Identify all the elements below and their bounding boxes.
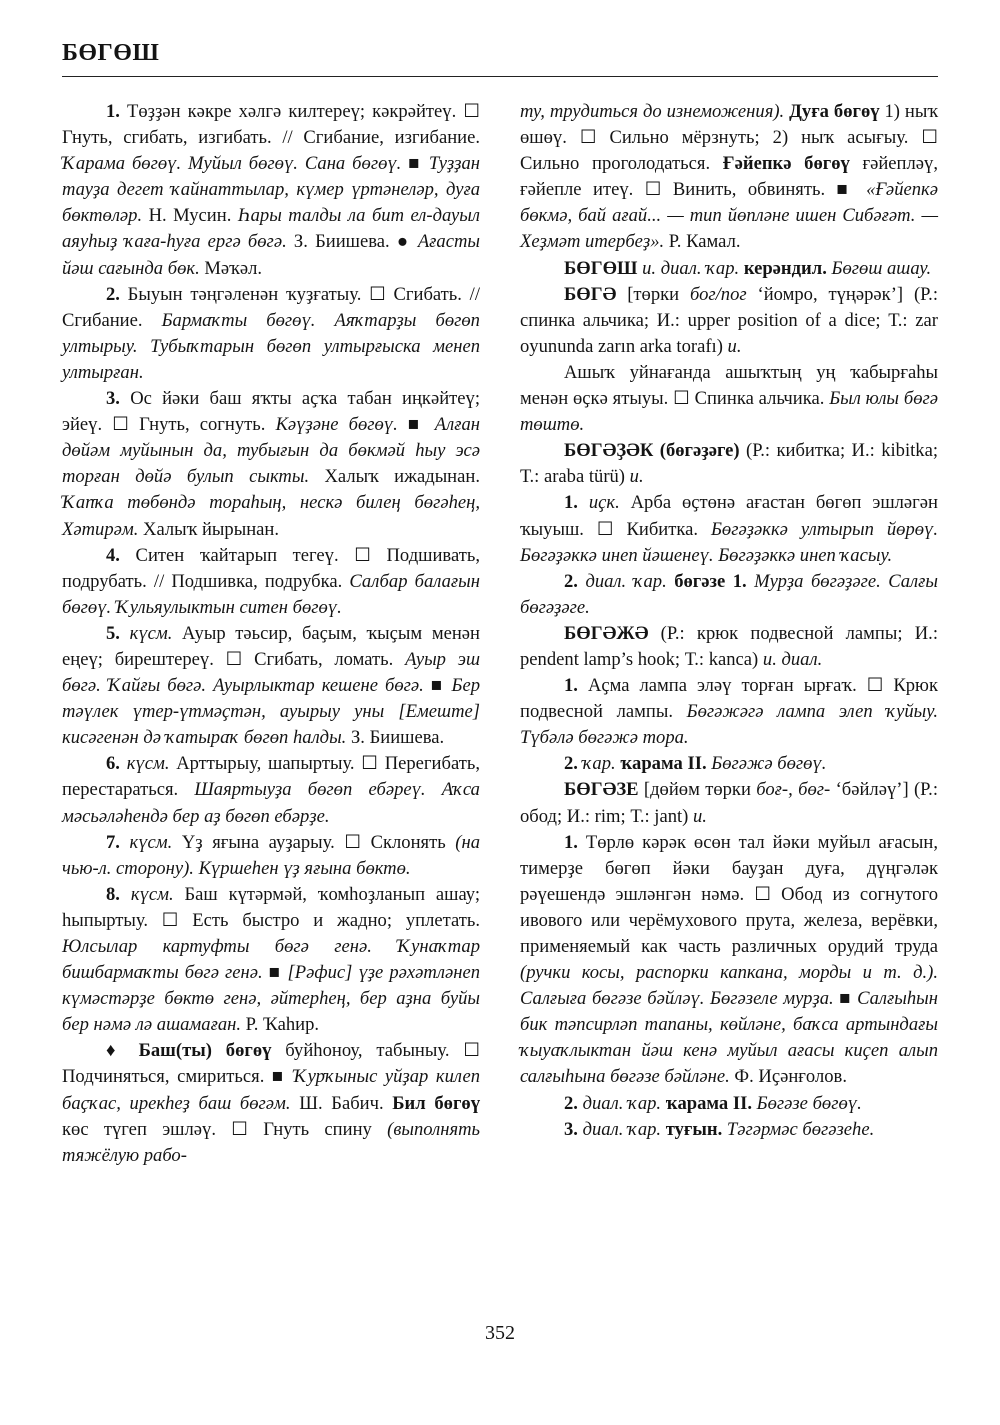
dictionary-paragraph: 4. Ситен ҡайтарып тегеү. ☐ Подшивать, подрубать. // Подшивка, подрубка. Салбар балағын бөгөү. Ҡульяулыктын ситен бөгөү. [62, 544, 480, 618]
dictionary-paragraph: 7. күсм. Үҙ яғына ауҙарыу. ☐ Склонять (на чью-л. сторону). Күршеһен үҙ яғына бөктө. [62, 831, 480, 879]
dictionary-paragraph: 2. Быуын тәңгәленән ҡуҙғатыу. ☐ Сгибать. // Сгибание. Бармаҡты бөгөү. Аяҡтарҙы бөгөп ултырыу. Тубыҡтарын бөгөп ултырғыска менеп ултырған. [62, 283, 480, 383]
dictionary-paragraph: 5. күсм. Ауыр тәьсир, баҫым, ҡыҫым менән еңеү; бирештереү. ☐ Сгибать, ломать. Ауыр эш бөгә. Ҡайғы бөгә. Ауырлыктар кешене бөгә. ■ Бер тәүлек үтер-үтмәҫтән, ауырыу уны [Емеште] кисәгенән дә ҡатыраҡ бөгөп һалды. З. Биишева. [62, 622, 481, 749]
dictionary-paragraph: 2. диал. ҡар. бөгәзе 1. Мурҙа бөгәҙәге. Салғы бөгәҙәге. [520, 570, 939, 618]
page-header-title: БӨГӨШ [62, 40, 160, 66]
page-number: 352 [485, 1322, 515, 1344]
dictionary-paragraph: 6. күсм. Арттырыу, шапыртыу. ☐ Перегибать, перестараться. Шаяртыуҙа бөгөп ебәреү. Аҡса мәсьәләһендә бер аҙ бөгөп ебәрҙе. [62, 753, 480, 827]
dictionary-paragraph: БӨГӘ [төрки бог/пог ‘йомро, түңәрәк’] (Р.: спинка альчика; И.: upper position of a dice; Т.: zar oyununda zarın arka torafı) и. [520, 283, 938, 357]
dictionary-paragraph: 2. диал. ҡар. ҡарама II. Бөгәзе бөгөү. [564, 1092, 862, 1114]
dictionary-paragraph: 8. күсм. Баш күтәрмәй, ҡомһоҙланып ашау; һыпыртыу. ☐ Есть быстро и жадно; уплетать. Юлсылар картуфты бөгә генә. Ҡунаҡтар бишбармаҡты бөгә генә. ■ [Рәфис] үҙе рәхәтләнеп күмәстәрҙе бөктө генә, әйтерһең, бер аҙна буйы бер нәмә лә ашамаған. Р. Ҡаһир. [62, 883, 480, 1036]
dictionary-paragraph: БӨГӘЖӘ (Р.: крюк подвесной лампы; И.: pendent lamp’s hook; Т.: kanca) и. диал. [520, 622, 938, 670]
dictionary-paragraph: БӨГӘЗЕ [дөйөм төрки боғ-, бөг- ‘бәйләү’] (Р.: обод; И.: rim; Т.: jant) и. [520, 779, 939, 827]
dictionary-paragraph: БӨГӨШ и. диал. ҡар. керәндил. Бөгөш ашау. [564, 257, 932, 279]
dictionary-paragraph: 1. Аҫма лампа эләү торған ырғаҡ. ☐ Крюк подвесной лампы. Бөгәжәгә лампа элеп ҡуйыу. Түбәлә бөгәжә тора. [520, 675, 938, 749]
left-column [62, 99, 480, 1169]
dictionary-paragraph: 3. Ос йәки баш яҡты аҫҡа табан иңкәйтеү; эйеү. ☐ Гнуть, согнуть. Кәүҙәне бөгөү. ■ Алған дөйәм муйынын да, тубығын да бөкмәй һыу эсә торған дөйә булып сыкты. Халыҡ ижадынан. Ҡапҡа төбөндә тораһың, нескә билең бөгәһең, Хәтирәм. Халыҡ йырынан. [62, 388, 480, 540]
header-divider [62, 76, 938, 77]
right-column [520, 99, 938, 1143]
dictionary-paragraph: 2. ҡар. ҡарама II. Бөгәжә бөгөү. [564, 753, 827, 775]
dictionary-paragraph: 3. диал. ҡар. туғын. Тәгәрмәс бөгәзеһе. [564, 1118, 875, 1140]
dictionary-paragraph: 1. Төҙҙән кәкре хәлгә килтереү; кәкрәйтеү. ☐ Гнуть, сгибать, изгибать. // Сгибание, изгибание. Ҡарама бөгөү. Муйыл бөгөү. Сана бөгөү. ■ Туҙҙан тауҙа дегет ҡайнаттылар, күмер үртәнеләр, дуға бөктөләр. Н. Мусин. Һары талды ла бит ел-дауыл аяуһыҙ ҡаға-һуға ергә бөгә. З. Биишева. ● Ағасты йәш сағында бөк. Мәҡәл. [62, 101, 480, 279]
dictionary-paragraph: ту, трудиться до изнеможения). Дуға бөгөү 1) ныҡ өшөү. ☐ Сильно мёрзнуть; 2) ныҡ асығыу. ☐ Сильно проголодаться. Ғәйепкә бөгөү ғәйепләү, ғәйепле итеү. ☐ Винить, обвинять. ■ «Ғәйепкә бөкмә, бай ағай... — тип йөпләне ишен Сибәғәт. — Хеҙмәт итербеҙ». Р. Камал. [520, 101, 939, 253]
dictionary-paragraph: 1. иҫк. Арба өҫтөнә ағастан бөгөп эшләгән ҡыуыш. ☐ Кибитка. Бөгәҙәккә ултырып йөрөү. Бөгәҙәккә инеп йәшенеү. Бөгәҙәккә инеп ҡасыу. [520, 492, 938, 566]
dictionary-paragraph: Ашыҡ уйнағанда ашыҡтың уң ҡабырғаһы менән өҫкә ятыуы. ☐ Спинка альчика. Был юлы бөгә төштө. [520, 361, 938, 436]
dictionary-paragraph: 1. Төрлө кәрәк өсөн тал йәки муйыл ағасын, тимерҙе бөгөп йәки бауҙан дуға, дүңгәләк рәүешендә эшләнгән нәмә. ☐ Обод из согнутого ивового или черёмухового прута, железа, верёвки, применяемый как часть различных орудий труда (ручки косы, распорки капкана, морды и т. д.). Салғыға бөгәзе бәйләү. Бөгәзеле мурҙа. ■ Салғыһын бик тәпсирләп тапаны, көйләне, баҡса артындағы ҡыуаҡлыктан йәш кенә муйыл ағасы киҫеп алып салғыһына бөгәзе бәйләне. Ф. Иҫәнғолов. [520, 831, 938, 1088]
dictionary-paragraph: ♦ Баш(ты) бөгөү буйһоноу, табыныу. ☐ Подчиняться, смириться. ■ Ҡурҡыныс уйҙар килеп баҫҡас, ирекһеҙ баш бөгәм. Ш. Бабич. Бил бөгөү көс түгеп эшләү. ☐ Гнуть спину (выполнять тяжёлую рабо- [62, 1040, 481, 1166]
dictionary-paragraph: БӨГӘҘӘК (бөгәҙәге) (Р.: кибитка; И.: kibitka; Т.: araba türü) и. [520, 440, 939, 488]
